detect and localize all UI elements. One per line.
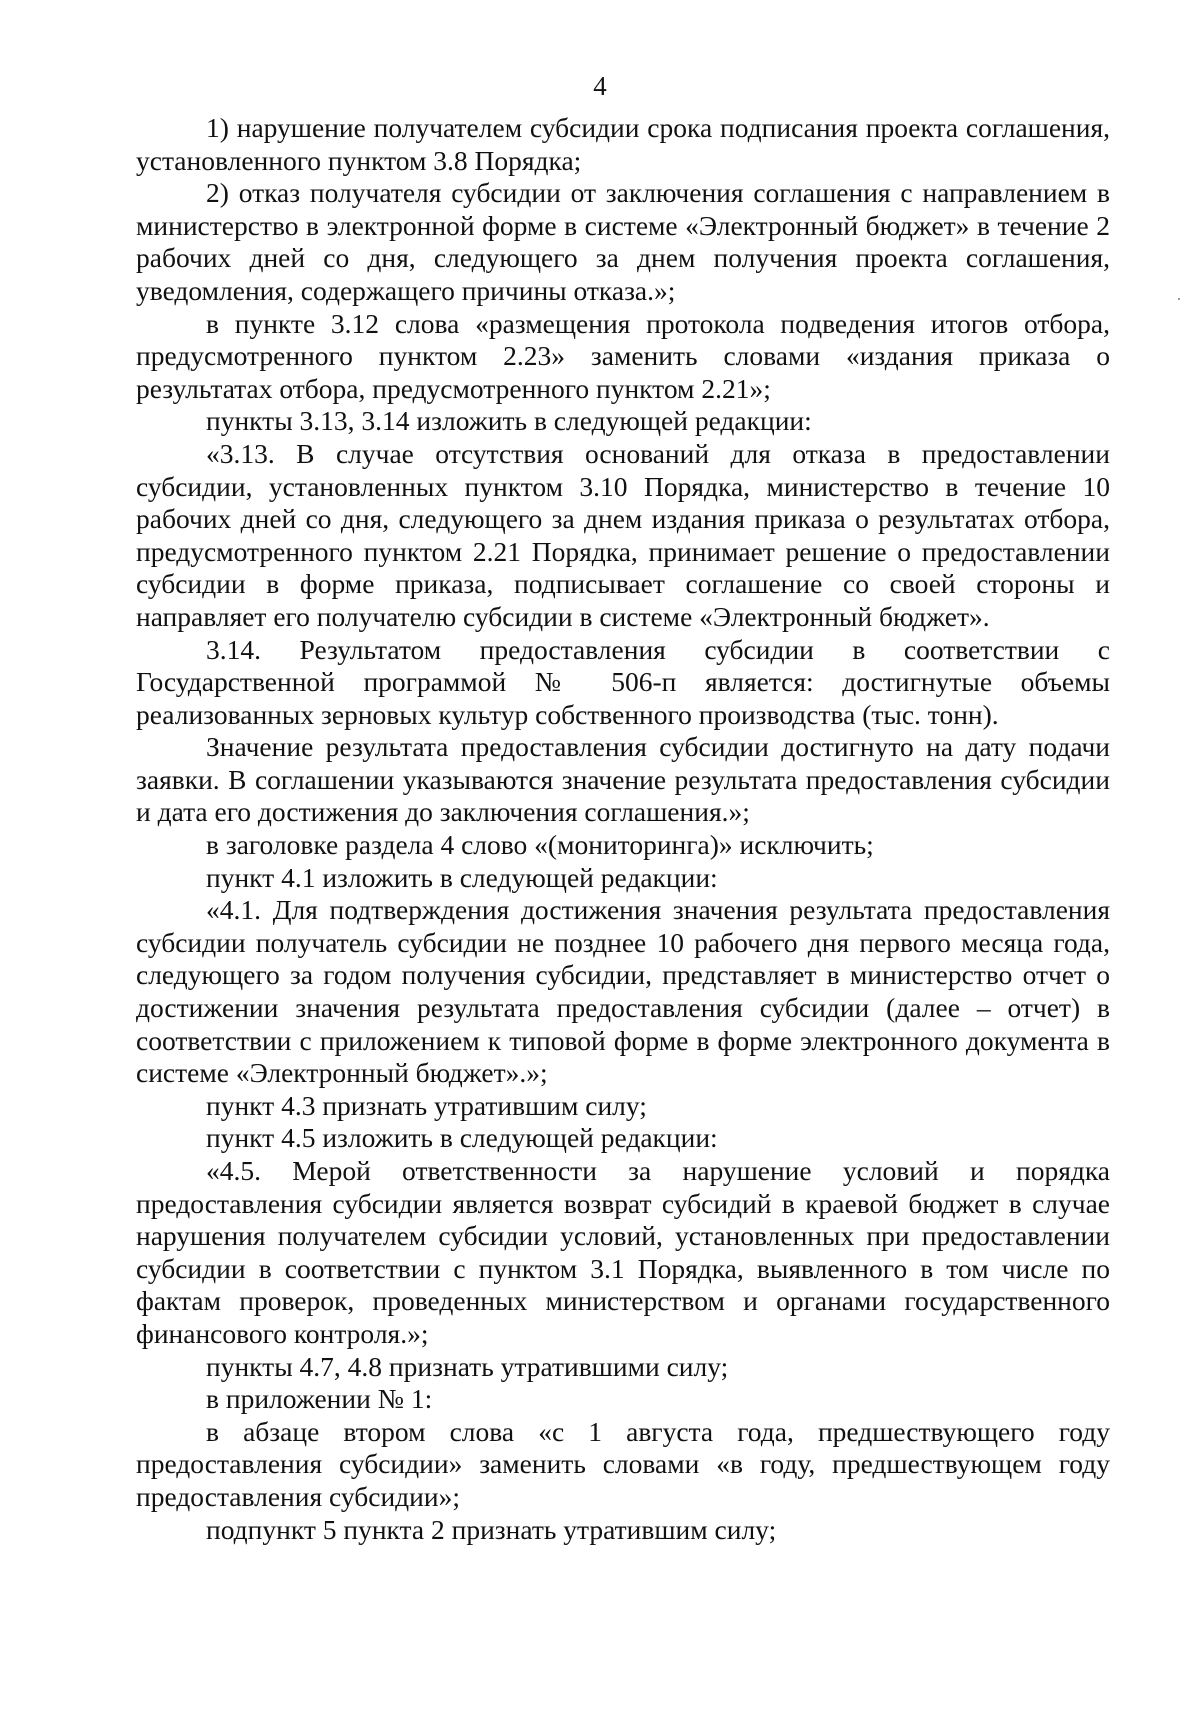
paragraph-17: подпункт 5 пункта 2 признать утратившим силу; [206, 1513, 777, 1545]
paragraph-15: в приложении № 1: [206, 1383, 433, 1415]
scan-speck [1178, 298, 1180, 300]
document-body [136, 112, 1110, 1546]
paragraph-6: 3.14. Результатом предоставления субсидии в соответствии с Государственной программой № 506-п является: достигнутые объемы реализованных зерновых культур собственного производства (тыс. тонн). [136, 633, 1110, 730]
paragraph-11: пункт 4.3 признать утратившим силу; [206, 1089, 647, 1121]
paragraph-9: пункт 4.1 изложить в следующей редакции: [206, 861, 718, 893]
paragraph-3: в пункте 3.12 слова «размещения протокола подведения итогов отбора, предусмотренного пунктом 2.23» заменить словами «издания приказа о результатах отбора, предусмотренного пунктом 2.21»; [136, 307, 1110, 404]
paragraph-14: пункты 4.7, 4.8 признать утратившими силу; [206, 1350, 729, 1382]
paragraph-10: «4.1. Для подтверждения достижения значения результата предоставления субсидии получатель субсидии не позднее 10 рабочего дня первого месяца года, следующего за годом получения субсидии, представляет в министерство отчет о достижении значения результата предоставления субсидии (далее – отчет) в соответствии с приложением к типовой форме в форме электронного документа в системе «Электронный бюджет».»; [136, 894, 1110, 1089]
paragraph-1: 1) нарушение получателем субсидии срока подписания проекта соглашения, установленного пунктом 3.8 Порядка; [136, 112, 1110, 176]
paragraph-4: пункты 3.13, 3.14 изложить в следующей редакции: [206, 405, 812, 437]
paragraph-16: в абзаце втором слова «с 1 августа года, предшествующего году предоставления субсидии» заменить словами «в году, предшествующем году предоставления субсидии»; [136, 1415, 1110, 1512]
paragraph-13: «4.5. Мерой ответственности за нарушение условий и порядка предоставления субсидии является возврат субсидий в краевой бюджет в случае нарушения получателем субсидии условий, установленных при предоставлении субсидии в соответствии с пунктом 3.1 Порядка, выявленного в том числе по фактам проверок, проведенных министерством и органами государственного финансового контроля.»; [136, 1155, 1110, 1349]
page-number: 4 [593, 71, 607, 101]
paragraph-5: «3.13. В случае отсутствия оснований для отказа в предоставлении субсидии, установленных пунктом 3.10 Порядка, министерство в течение 10 рабочих дней со дня, следующего за днем издания приказа о результатах отбора, предусмотренного пунктом 2.21 Порядка, принимает решение о предоставлении субсидии в форме приказа, подписывает соглашение со своей стороны и направляет его получателю субсидии в системе «Электронный бюджет». [136, 437, 1110, 632]
paragraph-2: 2) отказ получателя субсидии от заключения соглашения с направлением в министерство в электронной форме в системе «Электронный бюджет» в течение 2 рабочих дней со дня, следующего за днем получения проекта соглашения, уведомления, содержащего причины отказа.»; [136, 177, 1110, 306]
paragraph-7: Значение результата предоставления субсидии достигнуто на дату подачи заявки. В соглашении указываются значение результата предоставления субсидии и дата его достижения до заключения соглашения.»; [136, 731, 1110, 828]
paragraph-12: пункт 4.5 изложить в следующей редакции: [206, 1122, 718, 1154]
paragraph-8: в заголовке раздела 4 слово «(мониторинга)» исключить; [206, 829, 874, 861]
